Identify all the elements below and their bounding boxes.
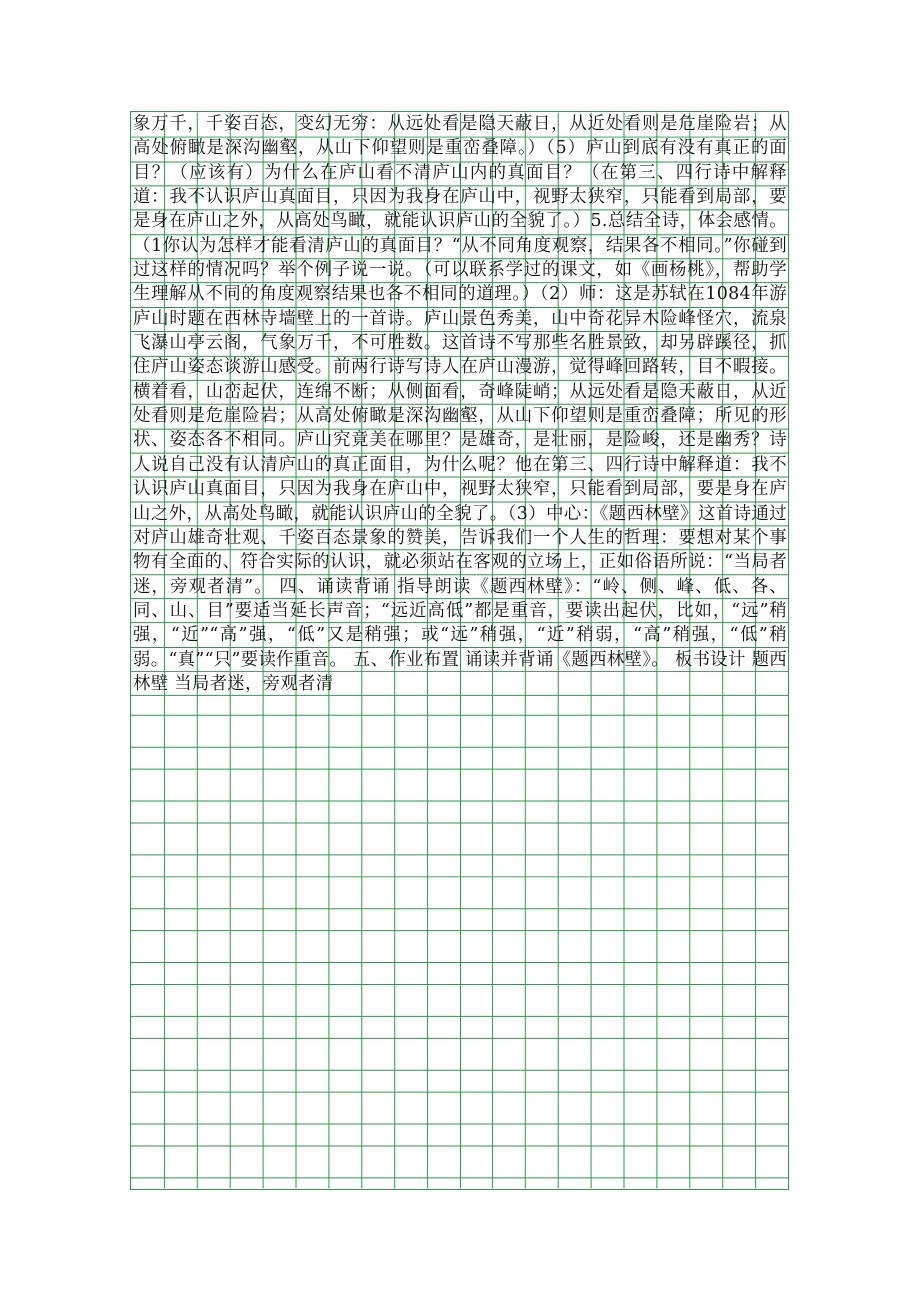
document-body-text: 象万千，千姿百态，变幻无穷：从远处看是隐天蔽日，从近处看则是危崖险岩；从高处俯瞰是深沟幽壑，从山下仰望则是重峦叠障。）（5）庐山到底有没有真正的面目？（应该有）为什么在庐山看不清庐山内的真面目？（在第三、四行诗中解释道：我不认识庐山真面目，只因为我身在庐山中，视野太狭窄，只能看到局部，要是身在庐山之外，从高处鸟瞰，就能认识庐山的全貌了。）5.总结全诗，体会感情。 （1你认为怎样才能看清庐山的真面目？“从不同角度观察，结果各不相同。”你碰到过这样的情况吗？举个例子说一说。（可以联系学过的课文，如《画杨桃》，帮助学生理解从不同的角度观察结果也各不相同的道理。）（2）师：这是苏轼在1084年游庐山时题在西林寺墙壁上的一首诗。庐山景色秀美，山中奇花异木险峰怪穴，流泉飞瀑山亭云阁，气象万千，不可胜数。这首诗不写那些名胜景致，却另辟蹊径，抓住庐山姿态谈游山感受。前两行诗写诗人在庐山漫游，觉得峰回路转，目不暇接。横着看，山峦起伏，连绵不断；从侧面看，奇峰陡峭；从远处看是隐天蔽日，从近处看则是危崖险岩；从高处俯瞰是深沟幽壑，从山下仰望则是重峦叠障；所见的形状、姿态各不相同。庐山究竟美在哪里？是雄奇，是壮丽，是险峻，还是幽秀？诗人说自己没有认清庐山的真正面目，为什么呢？他在第三、四行诗中解释道：我不认识庐山真面目，只因为我身在庐山中，视野太狭窄，只能看到局部，要是身在庐山之外，从高处鸟瞰，就能认识庐山的全貌了。（3）中心：《题西林壁》这首诗通过对庐山雄奇壮观、千姿百态景象的赞美，告诉我们一个人生的哲理：要想对某个事物有全面的、符合实际的认识，就必须站在客观的立场上，正如俗语所说：“当局者迷，旁观者清”。 四、诵读背诵 指导朗读《题西林壁》：“岭、侧、峰、低、各、同、山、目”要适当延长声音；“远近高低”都是重音，要读出起伏，比如，“远”稍强，“近”“高”强，“低”又是稍强；或“远”稍强，“近”稍弱，“高”稍强，“低”稍弱。“真”“只”要读作重音。 五、作业布置 诵读并背诵《题西林壁》。 板书设计 题西林壁 当局者迷，旁观者清: [133, 114, 787, 694]
